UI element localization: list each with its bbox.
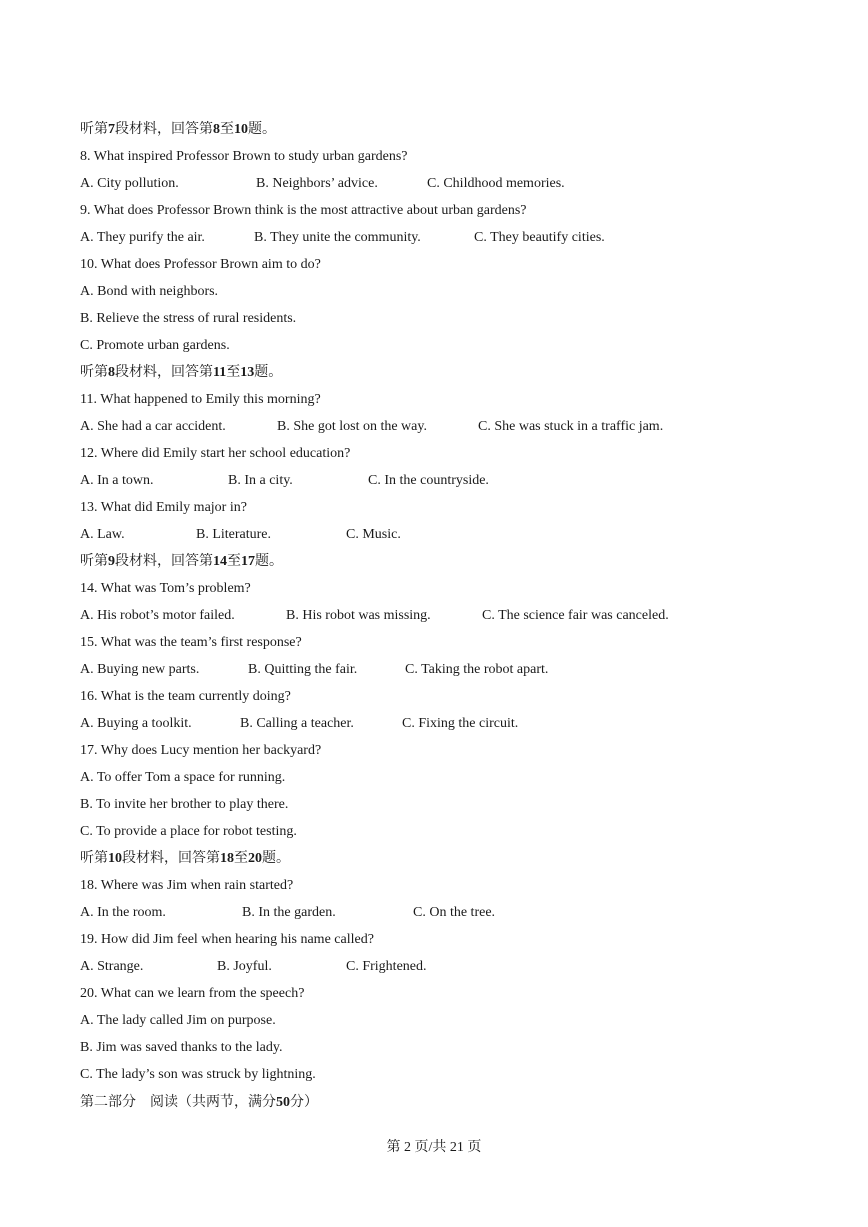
option-a: A. His robot’s motor failed. bbox=[80, 608, 235, 623]
option-17b: B. To invite her brother to play there. bbox=[80, 797, 289, 812]
option-b: B. Literature. bbox=[196, 527, 272, 542]
option-c: C. In the countryside. bbox=[368, 473, 489, 488]
option-c: C. Frightened. bbox=[346, 959, 427, 974]
question-10: 10. What does Professor Brown aim to do? bbox=[80, 257, 321, 272]
option-a: A. Strange. bbox=[80, 959, 144, 974]
option-c: C. Childhood memories. bbox=[427, 176, 565, 191]
part2-heading: 第二部分 阅读（共两节，满分50分） bbox=[80, 1095, 318, 1110]
option-b: B. In a city. bbox=[228, 473, 293, 488]
option-c: C. Fixing the circuit. bbox=[402, 716, 519, 731]
option-c: C. She was stuck in a traffic jam. bbox=[478, 419, 664, 434]
question-14: 14. What was Tom’s problem? bbox=[80, 581, 251, 596]
option-10b: B. Relieve the stress of rural residents. bbox=[80, 311, 297, 326]
section-heading-8: 听第8段材料，回答第11至13题。 bbox=[80, 365, 283, 380]
option-c: C. The science fair was canceled. bbox=[482, 608, 669, 623]
option-c: C. Music. bbox=[346, 527, 401, 542]
option-c: C. Taking the robot apart. bbox=[405, 662, 549, 677]
question-19: 19. How did Jim feel when hearing his name called? bbox=[80, 932, 374, 947]
question-17: 17. Why does Lucy mention her backyard? bbox=[80, 743, 322, 758]
option-b: B. Joyful. bbox=[217, 959, 272, 974]
option-a: A. In a town. bbox=[80, 473, 154, 488]
section-heading-7: 听第7段材料，回答第8至10题。 bbox=[80, 122, 276, 137]
option-a: A. They purify the air. bbox=[80, 230, 205, 245]
section-heading-9: 听第9段材料，回答第14至17题。 bbox=[80, 554, 283, 569]
option-20a: A. The lady called Jim on purpose. bbox=[80, 1013, 276, 1028]
option-20c: C. The lady’s son was struck by lightning. bbox=[80, 1067, 316, 1082]
question-8: 8. What inspired Professor Brown to study urban gardens? bbox=[80, 149, 408, 164]
option-a: A. In the room. bbox=[80, 905, 166, 920]
question-13: 13. What did Emily major in? bbox=[80, 500, 247, 515]
option-17c: C. To provide a place for robot testing. bbox=[80, 824, 297, 839]
option-b: B. She got lost on the way. bbox=[277, 419, 427, 434]
option-b: B. Neighbors’ advice. bbox=[256, 176, 378, 191]
question-16: 16. What is the team currently doing? bbox=[80, 689, 291, 704]
question-9: 9. What does Professor Brown think is the most attractive about urban gardens? bbox=[80, 203, 527, 218]
option-b: B. Calling a teacher. bbox=[240, 716, 354, 731]
option-a: A. Buying new parts. bbox=[80, 662, 200, 677]
question-18: 18. Where was Jim when rain started? bbox=[80, 878, 294, 893]
question-11: 11. What happened to Emily this morning? bbox=[80, 392, 321, 407]
option-a: A. City pollution. bbox=[80, 176, 179, 191]
option-10a: A. Bond with neighbors. bbox=[80, 284, 219, 299]
option-b: B. His robot was missing. bbox=[286, 608, 431, 623]
option-10c: C. Promote urban gardens. bbox=[80, 338, 230, 353]
option-a: A. She had a car accident. bbox=[80, 419, 226, 434]
page-footer: 第 2 页/共 21 页 bbox=[386, 1140, 482, 1155]
section-heading-10: 听第10段材料，回答第18至20题。 bbox=[80, 851, 290, 866]
option-b: B. In the garden. bbox=[242, 905, 336, 920]
option-a: A. Buying a toolkit. bbox=[80, 716, 192, 731]
option-c: C. They beautify cities. bbox=[474, 230, 605, 245]
option-a: A. Law. bbox=[80, 527, 125, 542]
option-b: B. Quitting the fair. bbox=[248, 662, 358, 677]
option-c: C. On the tree. bbox=[413, 905, 496, 920]
question-15: 15. What was the team’s first response? bbox=[80, 635, 302, 650]
option-17a: A. To offer Tom a space for running. bbox=[80, 770, 286, 785]
option-b: B. They unite the community. bbox=[254, 230, 421, 245]
option-20b: B. Jim was saved thanks to the lady. bbox=[80, 1040, 283, 1055]
question-20: 20. What can we learn from the speech? bbox=[80, 986, 305, 1001]
question-12: 12. Where did Emily start her school education? bbox=[80, 446, 351, 461]
